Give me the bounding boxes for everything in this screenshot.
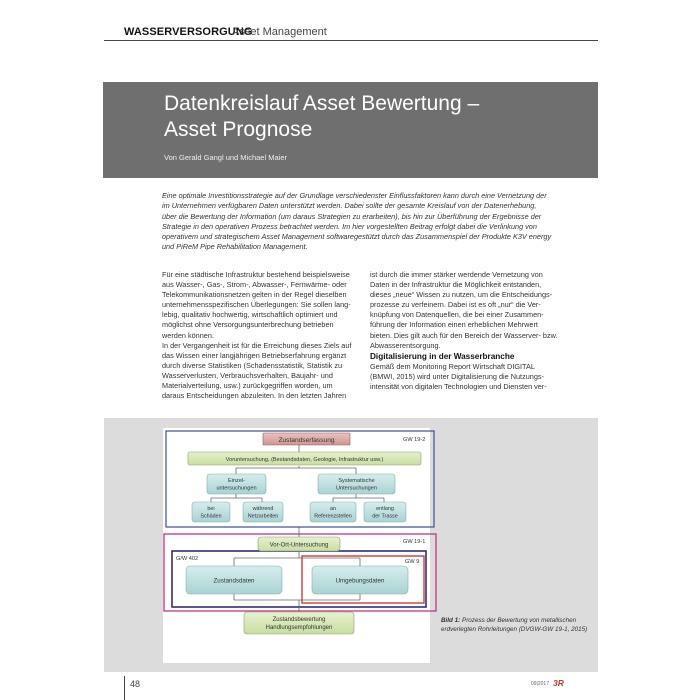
body-line: unternehmensspezifischen Überlegungen: Sie sollen lang- — [162, 300, 351, 310]
label-an-line1: an — [330, 506, 336, 512]
body-line: prozesse zu verfeinern. Dabei ist es oft „nur“ die Ver- — [370, 300, 541, 310]
lead-line: über die Bewertung der Information (um daraus Strategien zu erarbeiten), bis hin zur Überführung der Ergebnisse der — [162, 211, 542, 221]
label-waehrend-line1: während — [252, 506, 274, 512]
section-title: WASSERVERSORGUNG — [124, 26, 253, 38]
caption-text: Prozess der Bewertung von metallischen erdverlegten Rohrleitungen (DVGW-GW 19-1, 2015) — [441, 617, 588, 633]
body-line: aus Wasser-, Gas-, Strom-, Abwasser-, Fernwärme- oder — [162, 280, 347, 290]
body-line: führung der Information einen erheblichen Mehrwert — [370, 320, 538, 330]
body-line: Wasserverlusten, Verbrauchsverhalten, Baujahr- und — [162, 370, 333, 380]
label-waehrend-line2: Netzarbeiten — [247, 513, 279, 520]
lead-line: Eine optimale Investitionsstrategie auf der Grundlage verschiedenster Einflussfaktoren kann durch eine Vernetzung der — [162, 191, 547, 200]
article-title-line1: Datenkreislauf Asset Bewertung – — [164, 92, 480, 115]
label-entlang-line2: der Trasse — [372, 513, 398, 520]
label-an-line2: Referenzstellen — [314, 513, 352, 520]
label-syst-line1: Systematische — [338, 478, 375, 484]
label-syst-line2: Untersuchungen — [335, 485, 378, 492]
body-line: das Wissen einer langjährigen Betriebserfahrung ergänzt — [162, 350, 347, 360]
brand-logo: 3R — [553, 678, 564, 688]
frame-label-gw-402: G/W 402 — [176, 556, 199, 562]
label-bewertung-line2: Handlungsempfohlungen — [265, 625, 333, 631]
section-heading: Digitalisierung in der Wasserbranche — [370, 351, 515, 361]
lead-line: und PiReM Pipe Rehabilitation Management. — [162, 242, 308, 252]
label-voruntersuchung: Voruntersuchung, (Bestandsdaten, Geologie, Infrastruktur usw.) — [225, 457, 384, 463]
body-line: ist durch die immer stärker werdende Vernetzung von — [370, 270, 543, 279]
body-line: Gemäß dem Monitoring Report Wirtschaft DIGITAL — [370, 361, 535, 371]
body-line: Telekommunikationsnetzen gelten in der Regel dieselben — [162, 290, 347, 300]
body-line: Für eine städtische Infrastruktur bestehend beispielsweise — [162, 270, 350, 279]
body-line: möglichst ohne Versorgungsunterbrechung betrieben — [162, 320, 334, 330]
body-line: lebig, qualitativ hochwertig, wirtschaftlich optimiert und — [162, 310, 338, 320]
body-line: dieses „neue“ Wissen zu nutzen, um die Entscheidungs- — [370, 290, 553, 300]
label-einzel-line1: Einzel- — [227, 478, 246, 484]
body-line: knüpfung von Datenquellen, die bei einer Zusammen- — [370, 310, 544, 320]
section-subtitle: Asset Management — [232, 26, 327, 38]
body-line: Abwasserentsorgung. — [370, 340, 441, 350]
body-line: werden können. — [162, 330, 214, 340]
article-title-line2: Asset Prognose — [164, 118, 313, 141]
lead-line: Strategie in den operativen Prozess betrachtet werden. Im hier vorgestellten Beitrag erfolgt dabei die Verlinkung von — [162, 221, 537, 231]
caption-label: Bild 1: — [441, 617, 461, 624]
footer-rule — [124, 676, 125, 700]
body-line: Daten in der Infrastruktur die Möglichkeit entstanden, — [370, 280, 542, 290]
label-einzel-line2: untersuchungen — [216, 485, 257, 492]
body-line: Materialverteilung, usw.) zurückgegriffen worden, um — [162, 381, 333, 391]
frame-label-gw-9: GW 9 — [405, 559, 420, 565]
body-line: durch diverse Statistiken (Schadensstatistik, Statistik zu — [162, 360, 343, 370]
label-bei-line1: bei — [207, 506, 215, 512]
label-zustandserfassung: Zustandserfassung — [278, 437, 335, 444]
byline: Von Gerald Gangl und Michael Maier — [164, 153, 287, 162]
figure-caption — [441, 617, 591, 634]
label-bewertung-line1: Zustandsbewertung — [272, 617, 326, 623]
lead-line: im Unternehmen verfügbaren Daten unterstützt werden. Dabei sollte der gesamte Kreislauf von der Datenerhebung, — [162, 201, 537, 211]
body-line: bieten. Dies gilt auch für den Bereich der Wasserver- bzw. — [370, 330, 558, 340]
frame-label-gw-19-1: GW 19-1 — [403, 539, 426, 545]
issue-number: 09|2017 — [531, 681, 549, 687]
body-line: intensität von digitalen Technologien und Diensten ver- — [370, 381, 547, 391]
label-zustandsdaten: Zustandsdaten — [213, 577, 255, 585]
label-umgebungsdaten: Umgebungsdaten — [335, 577, 385, 585]
body-line: In der Vergangenheit ist für die Erreichung dieses Ziels auf — [162, 340, 352, 350]
frame-label-gw-19-2: GW 19-2 — [403, 437, 426, 443]
lead-line: operativem und strategischem Asset Management softwaregestützt durch das Zusammenspiel der Produkte K3V energy — [162, 232, 552, 242]
label-vorort: Vor-Ort-Untersuchung — [269, 542, 329, 549]
label-bei-line2: Schäden — [200, 513, 222, 520]
page-number: 48 — [130, 679, 141, 689]
label-entlang-line1: entlang — [376, 506, 394, 512]
body-line: (BMWI, 2015) wird unter Digitalisierung die Nutzungs- — [370, 371, 544, 381]
body-line: daraus Entscheidungen abzuleiten. In den letzten Jahren — [162, 391, 347, 401]
